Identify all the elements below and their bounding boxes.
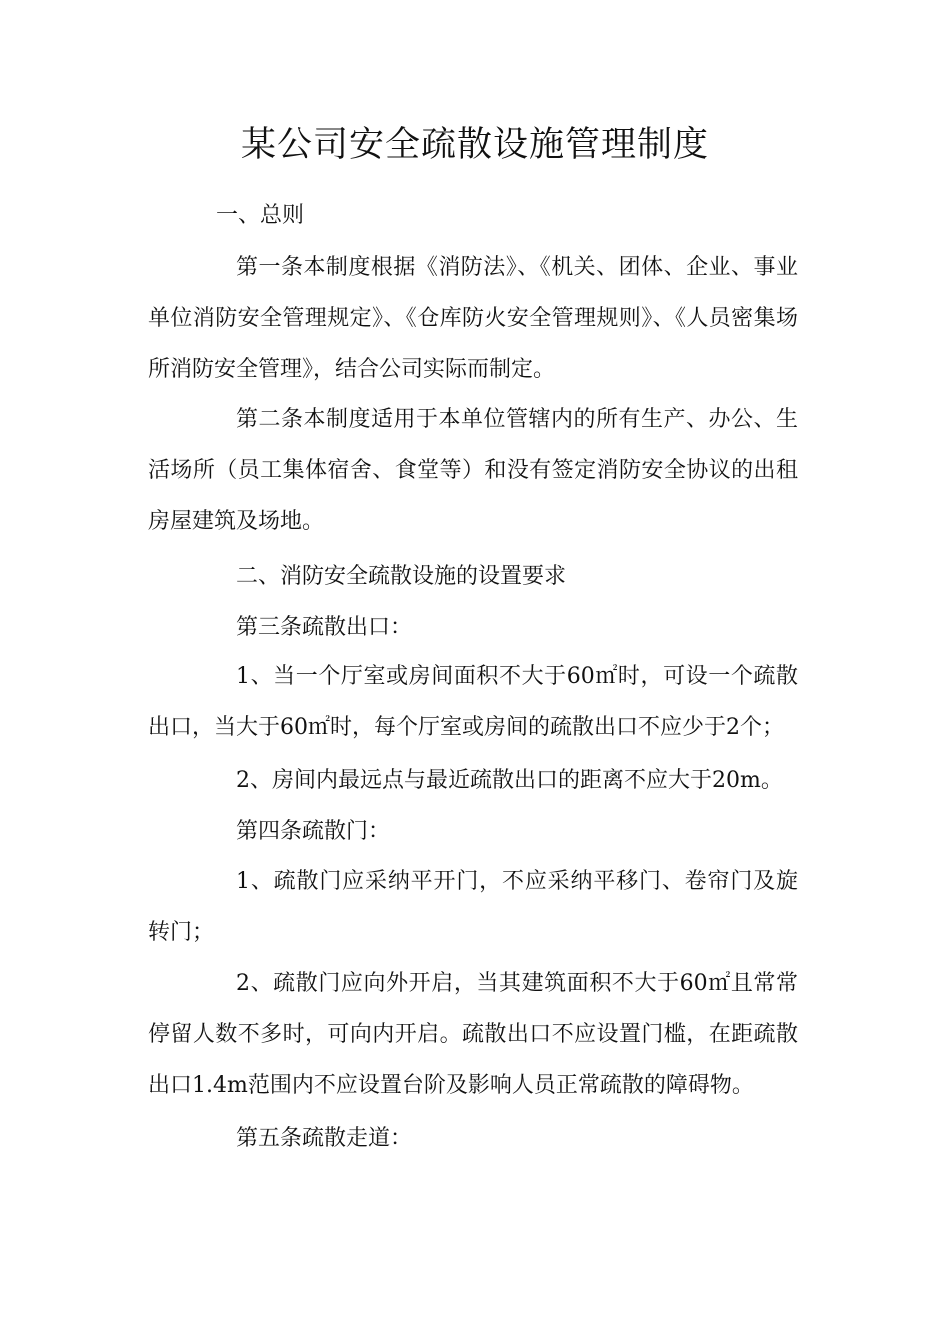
article-1-paragraph: 第一条本制度根据《消防法》、《机关、团体、企业、事业单位消防安全管理规定》、《仓库防火安全管理规则》、《人员密集场所消防安全管理》，结合公司实际而制定。 bbox=[148, 255, 798, 382]
section-heading-requirements: 二、消防安全疏散设施的设置要求 bbox=[236, 564, 567, 589]
document-title: 某公司安全疏散设施管理制度 bbox=[240, 125, 709, 165]
section-heading-general: 一、总则 bbox=[216, 203, 305, 228]
article-4-heading: 第四条疏散门： bbox=[236, 819, 391, 844]
article-2-paragraph: 第二条本制度适用于本单位管辖内的所有生产、办公、生活场所（员工集体宿舍、食堂等）和没有签定消防安全协议的出租房屋建筑及场地。 bbox=[148, 407, 798, 534]
article-4-item-1: 1、疏散门应采纳平开门，不应采纳平移门、卷帘门及旋转门； bbox=[148, 869, 798, 945]
article-3-heading: 第三条疏散出口： bbox=[236, 615, 413, 640]
article-5-heading: 第五条疏散走道： bbox=[236, 1126, 413, 1151]
article-4-item-2: 2、疏散门应向外开启，当其建筑面积不大于60㎡且常常停留人数不多时，可向内开启。疏散出口不应设置门槛，在距疏散出口1.4m范围内不应设置台阶及影响人员正常疏散的障碍物。 bbox=[148, 971, 798, 1098]
article-3-item-1: 1、当一个厅室或房间面积不大于60㎡时，可设一个疏散出口，当大于60㎡时，每个厅室或房间的疏散出口不应少于2个； bbox=[148, 664, 798, 740]
article-3-item-2: 2、房间内最远点与最近疏散出口的距离不应大于20m。 bbox=[236, 768, 783, 793]
